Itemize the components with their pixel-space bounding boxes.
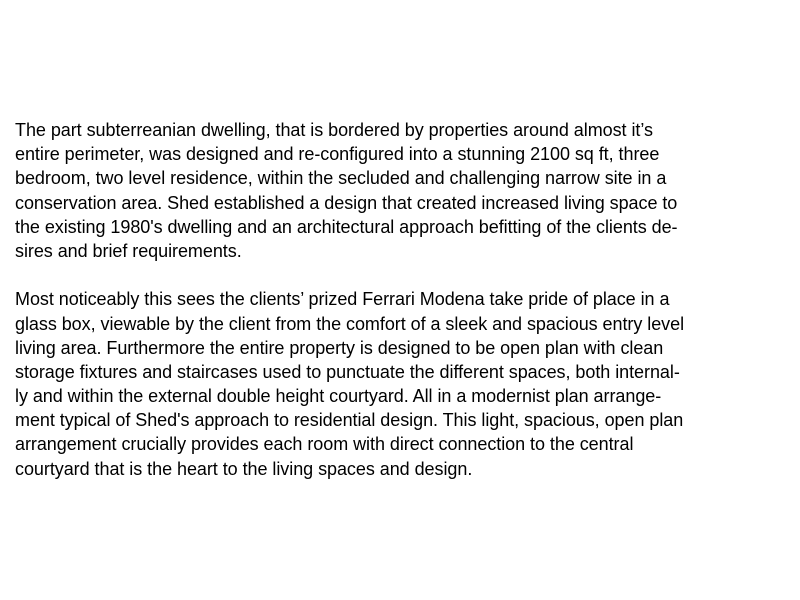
text-line: storage fixtures and staircases used to punctuate the different spaces, both internal- [15,361,680,382]
text-line: arrangement crucially provides each room with direct connection to the central [15,434,634,455]
text-line: living area. Furthermore the entire property is designed to be open plan with clean [15,337,664,358]
paragraph-1 [15,118,785,263]
text-line: ly and within the external double height courtyard. All in a modernist plan arrange- [15,386,662,407]
text-line: the existing 1980's dwelling and an architectural approach befitting of the clients de- [15,216,678,237]
text-line: conservation area. Shed established a design that created increased living space to [15,192,678,213]
text-line: The part subterreanian dwelling, that is bordered by properties around almost it’s [15,120,653,140]
text-line: Most noticeably this sees the clients’ prized Ferrari Modena take pride of place in a [15,289,670,310]
text-line: glass box, viewable by the client from the comfort of a sleek and spacious entry level [15,313,685,334]
paragraph-2 [15,287,785,481]
text-line: ment typical of Shed's approach to residential design. This light, spacious, open plan [15,410,684,431]
text-line: entire perimeter, was designed and re-configured into a stunning 2100 sq ft, three [15,144,660,165]
text-line: courtyard that is the heart to the living spaces and design. [15,458,473,479]
text-line: bedroom, two level residence, within the secluded and challenging narrow site in a [15,168,667,189]
article-body [15,118,785,481]
text-line: sires and brief requirements. [15,240,242,261]
